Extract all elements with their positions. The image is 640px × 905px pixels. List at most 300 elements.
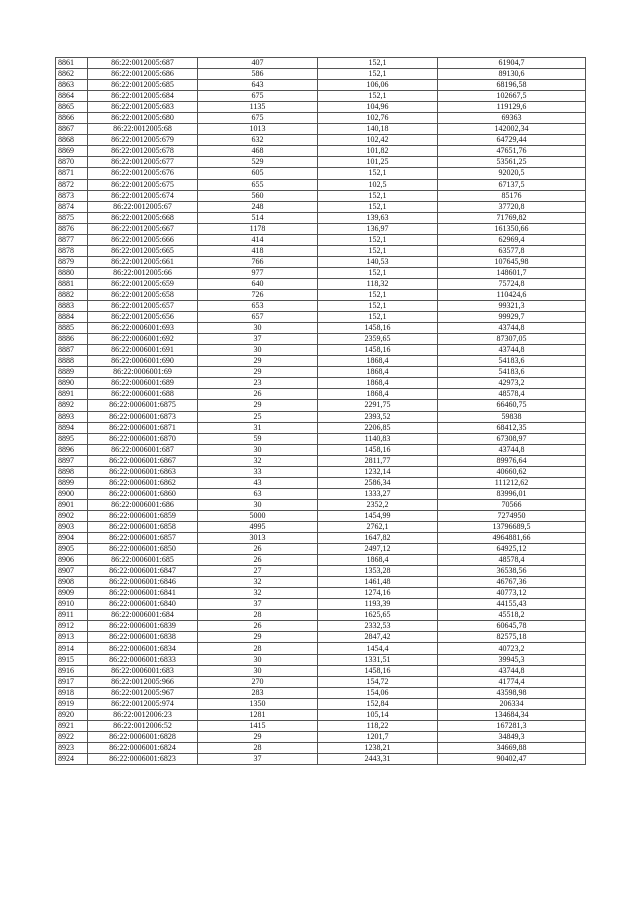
rate-cell: 2847,42	[318, 632, 438, 643]
table-row	[56, 278, 586, 289]
cadastral-number-cell: 86:22:0006001:6838	[88, 632, 198, 643]
value-cell: 67137,5	[438, 179, 586, 190]
cadastral-number-cell: 86:22:0012005:675	[88, 179, 198, 190]
rate-cell: 152,1	[318, 289, 438, 300]
rate-cell: 140,53	[318, 256, 438, 267]
cadastral-number-cell: 86:22:0006001:6867	[88, 455, 198, 466]
table-row	[56, 102, 586, 113]
value-cell: 70566	[438, 499, 586, 510]
rate-cell: 1868,4	[318, 378, 438, 389]
table-row	[56, 566, 586, 577]
value-cell: 71769,82	[438, 212, 586, 223]
value-cell: 43744,8	[438, 444, 586, 455]
cadastral-number-cell: 86:22:0012005:677	[88, 157, 198, 168]
cadastral-number-cell: 86:22:0006001:6839	[88, 621, 198, 632]
cadastral-number-cell: 86:22:0012005:66	[88, 267, 198, 278]
rate-cell: 105,14	[318, 709, 438, 720]
row-number-cell: 8894	[56, 422, 88, 433]
value-cell: 206334	[438, 698, 586, 709]
area-cell: 643	[198, 80, 318, 91]
cadastral-table	[55, 57, 586, 765]
rate-cell: 152,1	[318, 69, 438, 80]
rate-cell: 1458,16	[318, 345, 438, 356]
row-number-cell: 8895	[56, 433, 88, 444]
area-cell: 640	[198, 278, 318, 289]
row-number-cell: 8889	[56, 367, 88, 378]
table-row	[56, 455, 586, 466]
cadastral-number-cell: 86:22:0012005:666	[88, 234, 198, 245]
rate-cell: 104,96	[318, 102, 438, 113]
rate-cell: 1238,21	[318, 742, 438, 753]
value-cell: 82575,18	[438, 632, 586, 643]
row-number-cell: 8862	[56, 69, 88, 80]
row-number-cell: 8903	[56, 521, 88, 532]
value-cell: 45518,2	[438, 610, 586, 621]
value-cell: 90402,47	[438, 753, 586, 764]
row-number-cell: 8876	[56, 223, 88, 234]
rate-cell: 1274,16	[318, 588, 438, 599]
row-number-cell: 8918	[56, 687, 88, 698]
table-row	[56, 179, 586, 190]
area-cell: 766	[198, 256, 318, 267]
rate-cell: 2762,1	[318, 521, 438, 532]
value-cell: 40660,62	[438, 466, 586, 477]
value-cell: 44155,43	[438, 599, 586, 610]
row-number-cell: 8884	[56, 312, 88, 323]
rate-cell: 152,1	[318, 168, 438, 179]
row-number-cell: 8868	[56, 135, 88, 146]
rate-cell: 2393,52	[318, 411, 438, 422]
cadastral-number-cell: 86:22:0012006:23	[88, 709, 198, 720]
rate-cell: 1201,7	[318, 731, 438, 742]
rate-cell: 2443,31	[318, 753, 438, 764]
rate-cell: 152,84	[318, 698, 438, 709]
value-cell: 68196,58	[438, 80, 586, 91]
value-cell: 36538,56	[438, 566, 586, 577]
area-cell: 407	[198, 58, 318, 69]
rate-cell: 1458,16	[318, 665, 438, 676]
area-cell: 30	[198, 654, 318, 665]
value-cell: 42973,2	[438, 378, 586, 389]
table-row	[56, 676, 586, 687]
rate-cell: 152,1	[318, 58, 438, 69]
cadastral-number-cell: 86:22:0006001:6840	[88, 599, 198, 610]
row-number-cell: 8910	[56, 599, 88, 610]
rate-cell: 1193,39	[318, 599, 438, 610]
rate-cell: 2497,12	[318, 544, 438, 555]
rate-cell: 106,06	[318, 80, 438, 91]
value-cell: 68412,35	[438, 422, 586, 433]
table-row	[56, 731, 586, 742]
rate-cell: 101,25	[318, 157, 438, 168]
table-row	[56, 621, 586, 632]
table-row	[56, 720, 586, 731]
row-number-cell: 8867	[56, 124, 88, 135]
rate-cell: 1454,4	[318, 643, 438, 654]
cadastral-number-cell: 86:22:0006001:6841	[88, 588, 198, 599]
area-cell: 468	[198, 146, 318, 157]
rate-cell: 2206,85	[318, 422, 438, 433]
value-cell: 43598,98	[438, 687, 586, 698]
value-cell: 41774,4	[438, 676, 586, 687]
row-number-cell: 8907	[56, 566, 88, 577]
row-number-cell: 8915	[56, 654, 88, 665]
cadastral-number-cell: 86:22:0012005:676	[88, 168, 198, 179]
cadastral-number-cell: 86:22:0006001:6859	[88, 510, 198, 521]
table-row	[56, 654, 586, 665]
rate-cell: 152,1	[318, 91, 438, 102]
rate-cell: 2352,2	[318, 499, 438, 510]
value-cell: 43744,8	[438, 323, 586, 334]
cadastral-number-cell: 86:22:0006001:6863	[88, 466, 198, 477]
rate-cell: 152,1	[318, 201, 438, 212]
area-cell: 27	[198, 566, 318, 577]
value-cell: 99321,3	[438, 301, 586, 312]
value-cell: 87307,05	[438, 334, 586, 345]
rate-cell: 1625,65	[318, 610, 438, 621]
value-cell: 47651,76	[438, 146, 586, 157]
row-number-cell: 8879	[56, 256, 88, 267]
table-row	[56, 168, 586, 179]
cadastral-number-cell: 86:22:0012005:656	[88, 312, 198, 323]
table-row	[56, 632, 586, 643]
row-number-cell: 8906	[56, 555, 88, 566]
row-number-cell: 8905	[56, 544, 88, 555]
value-cell: 102667,5	[438, 91, 586, 102]
value-cell: 37720,8	[438, 201, 586, 212]
value-cell: 64925,12	[438, 544, 586, 555]
area-cell: 5000	[198, 510, 318, 521]
value-cell: 63577,8	[438, 245, 586, 256]
row-number-cell: 8880	[56, 267, 88, 278]
cadastral-number-cell: 86:22:0012005:680	[88, 113, 198, 124]
row-number-cell: 8869	[56, 146, 88, 157]
rate-cell: 1868,4	[318, 356, 438, 367]
cadastral-number-cell: 86:22:0006001:6870	[88, 433, 198, 444]
table-row	[56, 588, 586, 599]
cadastral-number-cell: 86:22:0006001:688	[88, 389, 198, 400]
rate-cell: 139,63	[318, 212, 438, 223]
row-number-cell: 8871	[56, 168, 88, 179]
table-row	[56, 234, 586, 245]
row-number-cell: 8878	[56, 245, 88, 256]
rate-cell: 1868,4	[318, 389, 438, 400]
table-row	[56, 709, 586, 720]
row-number-cell: 8916	[56, 665, 88, 676]
area-cell: 25	[198, 411, 318, 422]
value-cell: 99929,7	[438, 312, 586, 323]
table-row	[56, 555, 586, 566]
row-number-cell: 8914	[56, 643, 88, 654]
row-number-cell: 8920	[56, 709, 88, 720]
table-row	[56, 367, 586, 378]
value-cell: 111212,62	[438, 477, 586, 488]
cadastral-number-cell: 86:22:0012005:665	[88, 245, 198, 256]
value-cell: 48578,4	[438, 389, 586, 400]
rate-cell: 1353,28	[318, 566, 438, 577]
rate-cell: 102,42	[318, 135, 438, 146]
value-cell: 54183,6	[438, 356, 586, 367]
cadastral-number-cell: 86:22:0006001:6875	[88, 400, 198, 411]
value-cell: 43744,8	[438, 345, 586, 356]
cadastral-number-cell: 86:22:0006001:685	[88, 555, 198, 566]
area-cell: 514	[198, 212, 318, 223]
cadastral-number-cell: 86:22:0006001:6833	[88, 654, 198, 665]
row-number-cell: 8909	[56, 588, 88, 599]
cadastral-number-cell: 86:22:0006001:6862	[88, 477, 198, 488]
rate-cell: 152,1	[318, 267, 438, 278]
table-row	[56, 312, 586, 323]
row-number-cell: 8902	[56, 510, 88, 521]
value-cell: 107645,98	[438, 256, 586, 267]
area-cell: 59	[198, 433, 318, 444]
area-cell: 586	[198, 69, 318, 80]
row-number-cell: 8924	[56, 753, 88, 764]
value-cell: 75724,8	[438, 278, 586, 289]
table-row	[56, 466, 586, 477]
rate-cell: 2291,75	[318, 400, 438, 411]
cadastral-number-cell: 86:22:0012005:668	[88, 212, 198, 223]
area-cell: 43	[198, 477, 318, 488]
area-cell: 1350	[198, 698, 318, 709]
cadastral-number-cell: 86:22:0012005:674	[88, 190, 198, 201]
row-number-cell: 8921	[56, 720, 88, 731]
cadastral-number-cell: 86:22:0006001:683	[88, 665, 198, 676]
rate-cell: 140,18	[318, 124, 438, 135]
row-number-cell: 8877	[56, 234, 88, 245]
cadastral-number-cell: 86:22:0006001:6847	[88, 566, 198, 577]
value-cell: 134684,34	[438, 709, 586, 720]
row-number-cell: 8896	[56, 444, 88, 455]
value-cell: 34849,3	[438, 731, 586, 742]
value-cell: 89976,64	[438, 455, 586, 466]
area-cell: 675	[198, 113, 318, 124]
area-cell: 29	[198, 356, 318, 367]
rate-cell: 118,22	[318, 720, 438, 731]
table-row	[56, 146, 586, 157]
row-number-cell: 8917	[56, 676, 88, 687]
row-number-cell: 8870	[56, 157, 88, 168]
rate-cell: 2811,77	[318, 455, 438, 466]
cadastral-number-cell: 86:22:0006001:6873	[88, 411, 198, 422]
area-cell: 26	[198, 555, 318, 566]
area-cell: 29	[198, 731, 318, 742]
row-number-cell: 8883	[56, 301, 88, 312]
value-cell: 59838	[438, 411, 586, 422]
table-row	[56, 223, 586, 234]
table-row	[56, 544, 586, 555]
row-number-cell: 8891	[56, 389, 88, 400]
area-cell: 30	[198, 499, 318, 510]
row-number-cell: 8864	[56, 91, 88, 102]
cadastral-number-cell: 86:22:0006001:6860	[88, 488, 198, 499]
cadastral-number-cell: 86:22:0006001:6846	[88, 577, 198, 588]
row-number-cell: 8875	[56, 212, 88, 223]
area-cell: 29	[198, 632, 318, 643]
value-cell: 62969,4	[438, 234, 586, 245]
area-cell: 23	[198, 378, 318, 389]
row-number-cell: 8900	[56, 488, 88, 499]
rate-cell: 1461,48	[318, 577, 438, 588]
table-row	[56, 190, 586, 201]
row-number-cell: 8881	[56, 278, 88, 289]
value-cell: 66460,75	[438, 400, 586, 411]
cadastral-number-cell: 86:22:0006001:693	[88, 323, 198, 334]
area-cell: 248	[198, 201, 318, 212]
table-row	[56, 742, 586, 753]
rate-cell: 2359,65	[318, 334, 438, 345]
rate-cell: 1647,82	[318, 533, 438, 544]
area-cell: 32	[198, 455, 318, 466]
rate-cell: 154,72	[318, 676, 438, 687]
table-row	[56, 521, 586, 532]
row-number-cell: 8899	[56, 477, 88, 488]
table-row	[56, 201, 586, 212]
row-number-cell: 8861	[56, 58, 88, 69]
rate-cell: 1232,14	[318, 466, 438, 477]
table-row	[56, 665, 586, 676]
table-row	[56, 422, 586, 433]
area-cell: 28	[198, 643, 318, 654]
cadastral-number-cell: 86:22:0012005:657	[88, 301, 198, 312]
value-cell: 60645,78	[438, 621, 586, 632]
table-row	[56, 411, 586, 422]
cadastral-number-cell: 86:22:0012005:687	[88, 58, 198, 69]
rate-cell: 1331,51	[318, 654, 438, 665]
table-row	[56, 301, 586, 312]
row-number-cell: 8893	[56, 411, 88, 422]
area-cell: 30	[198, 345, 318, 356]
table-row	[56, 334, 586, 345]
rate-cell: 152,1	[318, 301, 438, 312]
rate-cell: 1140,83	[318, 433, 438, 444]
row-number-cell: 8897	[56, 455, 88, 466]
area-cell: 26	[198, 621, 318, 632]
value-cell: 161350,66	[438, 223, 586, 234]
value-cell: 83996,01	[438, 488, 586, 499]
area-cell: 30	[198, 323, 318, 334]
value-cell: 167281,3	[438, 720, 586, 731]
table-row	[56, 289, 586, 300]
table-row	[56, 599, 586, 610]
area-cell: 26	[198, 544, 318, 555]
value-cell: 4964881,66	[438, 533, 586, 544]
cadastral-number-cell: 86:22:0006001:691	[88, 345, 198, 356]
row-number-cell: 8874	[56, 201, 88, 212]
value-cell: 34669,88	[438, 742, 586, 753]
cadastral-number-cell: 86:22:0012005:686	[88, 69, 198, 80]
rate-cell: 1458,16	[318, 444, 438, 455]
row-number-cell: 8886	[56, 334, 88, 345]
row-number-cell: 8866	[56, 113, 88, 124]
row-number-cell: 8890	[56, 378, 88, 389]
area-cell: 4995	[198, 521, 318, 532]
area-cell: 1415	[198, 720, 318, 731]
cadastral-number-cell: 86:22:0012005:679	[88, 135, 198, 146]
cadastral-number-cell: 86:22:0006001:686	[88, 499, 198, 510]
row-number-cell: 8922	[56, 731, 88, 742]
cadastral-number-cell: 86:22:0012005:658	[88, 289, 198, 300]
table-row	[56, 610, 586, 621]
table-row	[56, 753, 586, 764]
cadastral-number-cell: 86:22:0012005:667	[88, 223, 198, 234]
rate-cell: 152,1	[318, 245, 438, 256]
table-row	[56, 323, 586, 334]
area-cell: 31	[198, 422, 318, 433]
table-row	[56, 687, 586, 698]
table-row	[56, 533, 586, 544]
area-cell: 655	[198, 179, 318, 190]
cadastral-number-cell: 86:22:0012005:659	[88, 278, 198, 289]
cadastral-number-cell: 86:22:0006001:690	[88, 356, 198, 367]
cadastral-number-cell: 86:22:0006001:6834	[88, 643, 198, 654]
table-row	[56, 477, 586, 488]
cadastral-number-cell: 86:22:0006001:6857	[88, 533, 198, 544]
rate-cell: 136,97	[318, 223, 438, 234]
value-cell: 85176	[438, 190, 586, 201]
value-cell: 67308,97	[438, 433, 586, 444]
table-row	[56, 212, 586, 223]
row-number-cell: 8898	[56, 466, 88, 477]
area-cell: 1178	[198, 223, 318, 234]
row-number-cell: 8888	[56, 356, 88, 367]
rate-cell: 102,76	[318, 113, 438, 124]
table-row	[56, 80, 586, 91]
value-cell: 7274950	[438, 510, 586, 521]
table-row	[56, 488, 586, 499]
row-number-cell: 8882	[56, 289, 88, 300]
table-row	[56, 91, 586, 102]
row-number-cell: 8872	[56, 179, 88, 190]
table-row	[56, 400, 586, 411]
cadastral-number-cell: 86:22:0006001:689	[88, 378, 198, 389]
row-number-cell: 8908	[56, 577, 88, 588]
area-cell: 1013	[198, 124, 318, 135]
value-cell: 43744,8	[438, 665, 586, 676]
value-cell: 89130,6	[438, 69, 586, 80]
value-cell: 61904,7	[438, 58, 586, 69]
table-row	[56, 643, 586, 654]
value-cell: 40773,12	[438, 588, 586, 599]
table-row	[56, 256, 586, 267]
cadastral-number-cell: 86:22:0012005:684	[88, 91, 198, 102]
cadastral-number-cell: 86:22:0006001:69	[88, 367, 198, 378]
rate-cell: 102,5	[318, 179, 438, 190]
cadastral-number-cell: 86:22:0012005:661	[88, 256, 198, 267]
cadastral-number-cell: 86:22:0012005:685	[88, 80, 198, 91]
row-number-cell: 8863	[56, 80, 88, 91]
cadastral-number-cell: 86:22:0006001:684	[88, 610, 198, 621]
cadastral-number-cell: 86:22:0006001:692	[88, 334, 198, 345]
area-cell: 414	[198, 234, 318, 245]
area-cell: 418	[198, 245, 318, 256]
value-cell: 92020,5	[438, 168, 586, 179]
row-number-cell: 8913	[56, 632, 88, 643]
value-cell: 46767,36	[438, 577, 586, 588]
row-number-cell: 8904	[56, 533, 88, 544]
cadastral-number-cell: 86:22:0012005:67	[88, 201, 198, 212]
cadastral-number-cell: 86:22:0006001:6858	[88, 521, 198, 532]
rate-cell: 152,1	[318, 190, 438, 201]
area-cell: 3013	[198, 533, 318, 544]
rate-cell: 154,06	[318, 687, 438, 698]
area-cell: 33	[198, 466, 318, 477]
table-row	[56, 389, 586, 400]
value-cell: 39945,3	[438, 654, 586, 665]
area-cell: 29	[198, 367, 318, 378]
row-number-cell: 8892	[56, 400, 88, 411]
table-row	[56, 510, 586, 521]
